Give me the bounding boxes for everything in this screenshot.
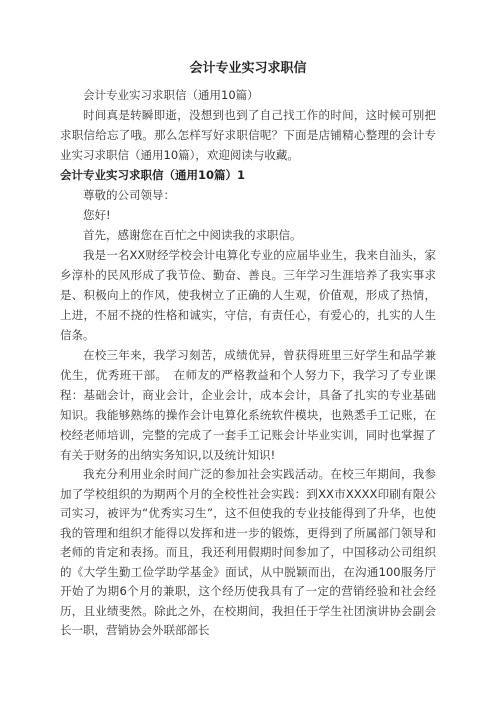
greeting: 您好! bbox=[83, 208, 111, 222]
section-heading: 会计专业实习求职信（通用10篇）1 bbox=[60, 168, 246, 182]
intro-paragraph: 时间真是转瞬即逝，没想到也到了自己找工作的时间，这时候可别把求职信给忘了哦。那么怎样写好求职信呢？下面是店铺精心整理的会计专业实习求职信（通用10篇），欢迎阅读与收藏。 bbox=[60, 108, 436, 162]
body-paragraph-1: 首先，感谢您在百忙之中阅读我的求职信。 bbox=[83, 228, 302, 242]
document-title: 会计专业实习求职信 bbox=[189, 61, 307, 76]
body-paragraph-3: 在校三年来，我学习刻苦，成绩优异，曾获得班里三好学生和品学兼优生，优秀班干部。 在师友的严格教益和个人努力下，我学习了专业课程：基础会计，商业会计，企业会计，成本会计，具备了扎实的专业基础知识。我能够熟练的操作会计电算化系统软件模块，也熟悉手工记账，在校经老师培训，完整的完成了一套手工记账会计毕业实训，同时也掌握了有关于财务的出纳实务知识,以及统计知识! bbox=[60, 348, 436, 462]
intro-subtitle: 会计专业实习求职信（通用10篇） bbox=[83, 88, 259, 102]
salutation: 尊敬的公司领导： bbox=[83, 188, 175, 202]
body-paragraph-2: 我是一名XX财经学校会计电算化专业的应届毕业生，我来自汕头，家乡淳朴的民风形成了我节俭、勤奋、善良。三年学习生涯培养了我实事求是、积极向上的作风，使我树立了正确的人生观，价值观，形成了热情，上进，不屈不挠的性格和诚实，守信，有责任心，有爱心的，扎实的人生信条。 bbox=[60, 248, 436, 342]
body-paragraph-4: 我充分利用业余时间广泛的参加社会实践活动。在校三年期间，我参加了学校组织的为期两个月的全校性社会实践：到XX市XXXX印刷有限公司实习，被评为“优秀实习生”，这不但使我的专业技能得到了升华，也使我的管理和组织才能得以发挥和进一步的锻炼，更得到了所属部门领导和老师的肯定和表扬。而且，我还利用假期时间参加了，中国移动公司组织的《大学生勤工俭学助学基金》面试，从中脱颖而出，在沟通100服务厅开始了为期6个月的兼职，这个经历使我具有了一定的营销经验和社会经历，且业绩斐然。除此之外，在校期间，我担任于学生社团演讲协会副会长一职，营销协会外联部部长 bbox=[60, 467, 436, 637]
